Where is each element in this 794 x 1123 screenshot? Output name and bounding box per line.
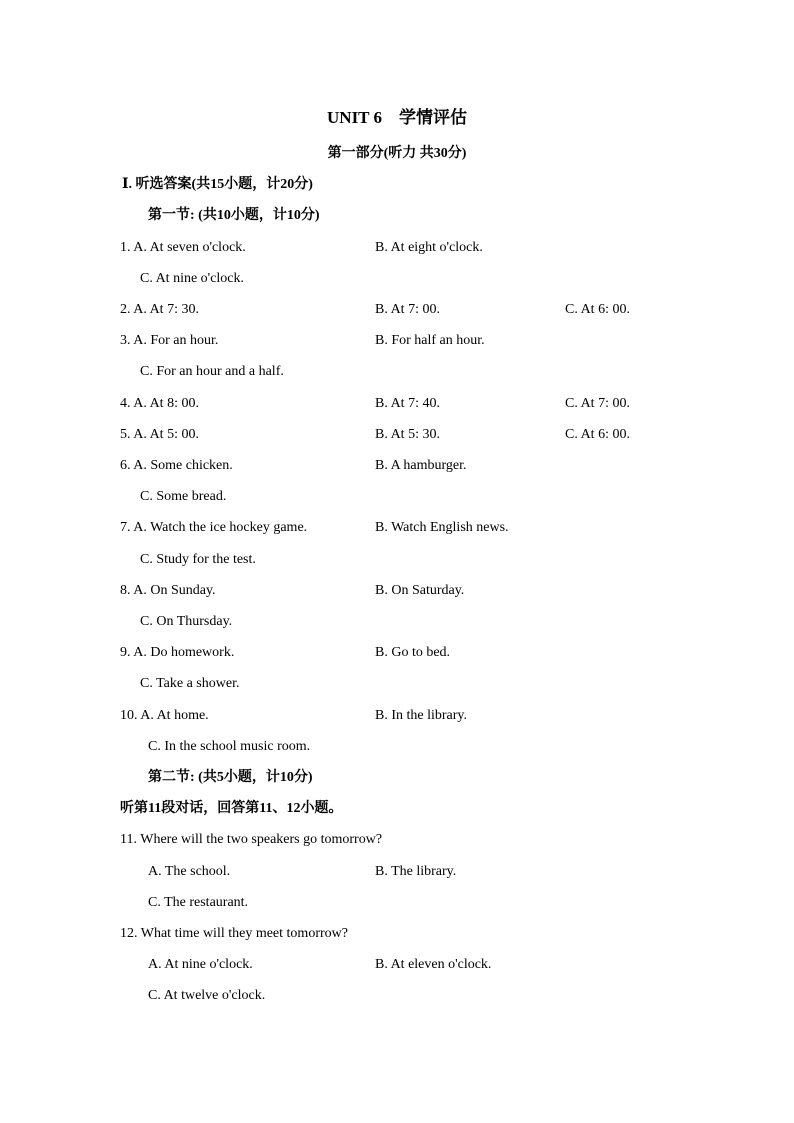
q6-option-c: C. Some bread. — [140, 489, 227, 504]
q3-option-b: B. For half an hour. — [375, 333, 485, 348]
q4-option-c: C. At 7: 00. — [565, 396, 630, 411]
question-3-row — [0, 331, 794, 351]
q5-option-a: 5. A. At 5: 00. — [120, 427, 199, 442]
q10-option-a: 10. A. At home. — [120, 708, 209, 723]
q9-option-c: C. Take a shower. — [140, 676, 240, 691]
q5-option-c: C. At 6: 00. — [565, 427, 630, 442]
q10-option-c: C. In the school music room. — [148, 739, 311, 754]
question-8-row-2 — [0, 612, 794, 632]
q6-option-b: B. A hamburger. — [375, 458, 467, 473]
q9-option-a: 9. A. Do homework. — [120, 645, 235, 660]
q11-stem: 11. Where will the two speakers go tomorrow? — [120, 832, 383, 847]
q8-option-b: B. On Saturday. — [375, 583, 465, 598]
q1-option-c: C. At nine o'clock. — [140, 271, 245, 286]
page-title: UNIT 6 学情评估 — [327, 108, 467, 127]
question-1-row — [0, 238, 794, 258]
subsection-one-heading — [0, 206, 794, 226]
question-12-stem — [0, 924, 794, 944]
q7-option-a: 7. A. Watch the ice hockey game. — [120, 520, 308, 535]
q2-option-a: 2. A. At 7: 30. — [120, 302, 199, 317]
question-7-row — [0, 518, 794, 538]
q11-option-a: A. The school. — [148, 864, 231, 879]
q6-option-a: 6. A. Some chicken. — [120, 458, 233, 473]
dialogue-instruction-text: 听第11段对话，回答第11、12小题。 — [120, 801, 343, 816]
question-7-row-2 — [0, 550, 794, 570]
question-11-row-2 — [0, 893, 794, 913]
section-one-heading — [0, 175, 794, 195]
question-3-row-2 — [0, 362, 794, 382]
question-9-row-2 — [0, 674, 794, 694]
question-11-stem — [0, 830, 794, 850]
question-5-row — [0, 425, 794, 445]
question-12-row — [0, 955, 794, 975]
dialogue-instruction — [0, 799, 794, 819]
q4-option-a: 4. A. At 8: 00. — [120, 396, 199, 411]
q11-option-c: C. The restaurant. — [148, 895, 249, 910]
q1-option-a: 1. A. At seven o'clock. — [120, 240, 246, 255]
question-10-row — [0, 706, 794, 726]
q4-option-b: B. At 7: 40. — [375, 396, 440, 411]
question-4-row — [0, 394, 794, 414]
section-one-heading-text: Ⅰ. 听选答案(共15小题，计20分) — [122, 177, 313, 192]
question-6-row — [0, 456, 794, 476]
subsection-one-text: 第一节: (共10小题，计10分) — [148, 208, 320, 223]
question-6-row-2 — [0, 487, 794, 507]
q11-option-b: B. The library. — [375, 864, 457, 879]
question-2-row — [0, 300, 794, 320]
q12-option-a: A. At nine o'clock. — [148, 957, 253, 972]
question-1-row-2 — [0, 269, 794, 289]
q1-option-b: B. At eight o'clock. — [375, 240, 483, 255]
q12-option-b: B. At eleven o'clock. — [375, 957, 492, 972]
q3-option-a: 3. A. For an hour. — [120, 333, 219, 348]
subsection-two-text: 第二节: (共5小题，计10分) — [148, 770, 313, 785]
q2-option-b: B. At 7: 00. — [375, 302, 440, 317]
q12-option-c: C. At twelve o'clock. — [148, 988, 266, 1003]
question-12-row-2 — [0, 986, 794, 1006]
question-11-row — [0, 862, 794, 882]
q9-option-b: B. Go to bed. — [375, 645, 451, 660]
q8-option-a: 8. A. On Sunday. — [120, 583, 216, 598]
q7-option-c: C. Study for the test. — [140, 552, 256, 567]
q7-option-b: B. Watch English news. — [375, 520, 509, 535]
q8-option-c: C. On Thursday. — [140, 614, 233, 629]
q12-stem: 12. What time will they meet tomorrow? — [120, 926, 348, 941]
question-9-row — [0, 643, 794, 663]
q3-option-c: C. For an hour and a half. — [140, 364, 284, 379]
question-8-row — [0, 581, 794, 601]
subsection-two-heading — [0, 768, 794, 788]
q2-option-c: C. At 6: 00. — [565, 302, 630, 317]
question-10-row-2 — [0, 737, 794, 757]
q5-option-b: B. At 5: 30. — [375, 427, 440, 442]
q10-option-b: B. In the library. — [375, 708, 468, 723]
part-one-title: 第一部分(听力 共30分) — [327, 146, 467, 161]
